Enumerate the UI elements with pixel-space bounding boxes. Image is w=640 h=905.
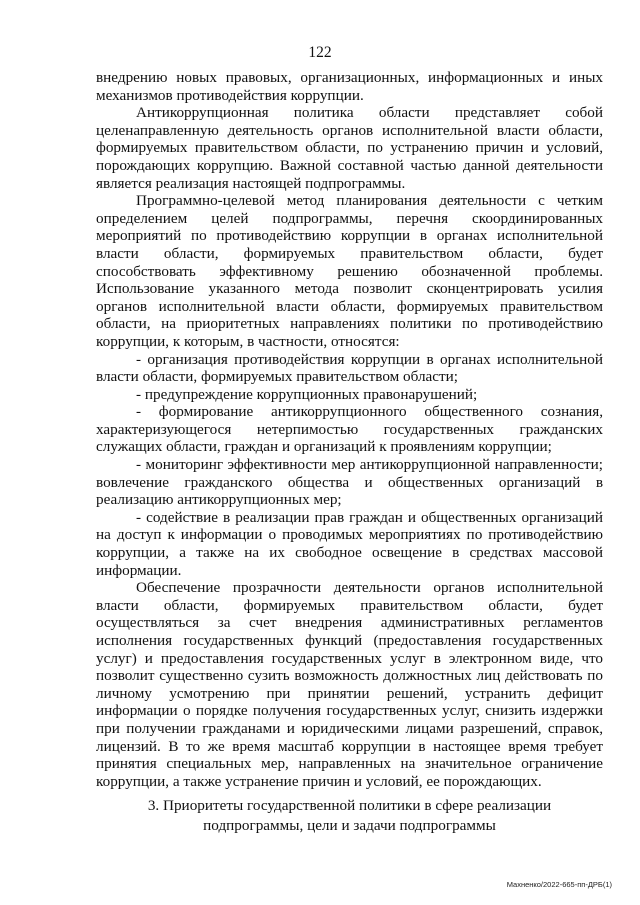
page-number: 122 — [308, 44, 332, 61]
paragraph-line: лицензий. В то же время масштаб коррупции в настоящее время требует — [96, 737, 603, 755]
paragraph-line: власти области, формируемых правительством области; — [96, 368, 459, 386]
paragraph-line: механизмов противодействия коррупции. — [96, 86, 364, 104]
body-text — [96, 69, 603, 790]
paragraph-line: области, на приоритетных направлениях политики по противодействию — [96, 315, 603, 333]
paragraph-line: при получении гражданами и юридическими лицами разрешений, справок, — [96, 719, 603, 737]
paragraph — [96, 403, 603, 456]
paragraph-line: осуществляться за счет внедрения административных регламентов — [96, 614, 603, 632]
paragraph-line: определением целей подпрограммы, перечня скоординированных — [96, 209, 603, 227]
document-code: Махненко/2022-665-пп-ДРБ(1) — [506, 880, 612, 889]
paragraph-line: является реализация настоящей подпрограммы. — [96, 174, 406, 192]
paragraph — [96, 69, 603, 104]
paragraph-line: - предупреждение коррупционных правонарушений; — [136, 385, 478, 403]
paragraph-line: принятия специальных мер, направленных на значительное ограничение — [96, 755, 603, 773]
paragraph-line: коррупции, к которым, в частности, относятся: — [96, 332, 400, 350]
paragraph-line: - организация противодействия коррупции в органах исполнительной — [136, 350, 603, 368]
paragraph-line: - формирование антикоррупционного общественного сознания, — [136, 403, 603, 421]
paragraph-line: органов исполнительной власти области, формируемых правительством — [96, 297, 603, 315]
paragraph-line: позволит существенно сузить возможность должностных лиц действовать по — [96, 667, 603, 685]
paragraph-line: вовлечение гражданского общества и общественных организаций в — [96, 473, 603, 491]
paragraph-line: - содействие в реализации прав граждан и общественных организаций — [136, 508, 603, 526]
paragraph-line: коррупции, а также на их свободное освещение в средствах массовой — [96, 544, 603, 562]
paragraph — [96, 351, 603, 386]
paragraph-line: Использование указанного метода позволит сконцентрировать усилия — [96, 280, 603, 298]
paragraph-line: способствовать эффективному решению обозначенной проблемы. — [96, 262, 603, 280]
paragraph — [96, 386, 603, 404]
paragraph-line: характеризующегося нетерпимостью государственных гражданских — [96, 420, 603, 438]
paragraph-line: внедрению новых правовых, организационных, информационных и иных — [96, 69, 603, 86]
paragraph-line: Антикоррупционная политика области представляет собой — [136, 104, 603, 122]
section-heading — [96, 796, 603, 836]
paragraph-line: услуг) и предоставления государственных услуг в электронном виде, что — [96, 649, 603, 667]
section-heading-line: 3. Приоритеты государственной политики в сфере реализации — [147, 797, 552, 814]
paragraph-line: власти области, формируемых правительством области, будет — [96, 244, 603, 262]
paragraph-line: порождающих коррупцию. Важной составной частью данной деятельности — [96, 156, 603, 174]
paragraph — [96, 509, 603, 579]
paragraph — [96, 456, 603, 509]
paragraph-line: личному усмотрению при принятии решений, устранить дефицит — [96, 684, 603, 702]
paragraph-line: служащих области, граждан и организаций к проявлениям коррупции; — [96, 438, 552, 456]
paragraph-line: исполнения государственных функций (предоставления государственных — [96, 632, 603, 649]
paragraph-line: Программно-целевой метод планирования деятельности с четким — [136, 192, 603, 210]
paragraph-line: коррупции, а также устранение причин и условий, ее порождающих. — [96, 772, 542, 790]
paragraph-line: Обеспечение прозрачности деятельности органов исполнительной — [136, 579, 603, 597]
paragraph-line: формируемых правительством области, по устранению причин и условий, — [96, 139, 603, 157]
paragraph — [96, 579, 603, 790]
paragraph-line: целенаправленную деятельность органов исполнительной власти области, — [96, 121, 603, 139]
paragraph-line: власти области, формируемых правительством области, будет — [96, 596, 603, 614]
paragraph-line: реализацию антикоррупционных мер; — [96, 491, 342, 509]
paragraph — [96, 192, 603, 350]
paragraph-line: на доступ к информации о проводимых мероприятиях по противодействию — [96, 526, 603, 544]
paragraph-line: мероприятий по противодействию коррупции в органах исполнительной — [96, 227, 603, 245]
paragraph — [96, 104, 603, 192]
section-heading-line: подпрограммы, цели и задачи подпрограммы — [203, 817, 496, 834]
paragraph-line: информации. — [96, 561, 182, 579]
paragraph-line: - мониторинг эффективности мер антикоррупционной направленности; — [136, 456, 603, 474]
paragraph-line: информации о порядке получения государственных услуг, снизить издержки — [96, 702, 603, 720]
